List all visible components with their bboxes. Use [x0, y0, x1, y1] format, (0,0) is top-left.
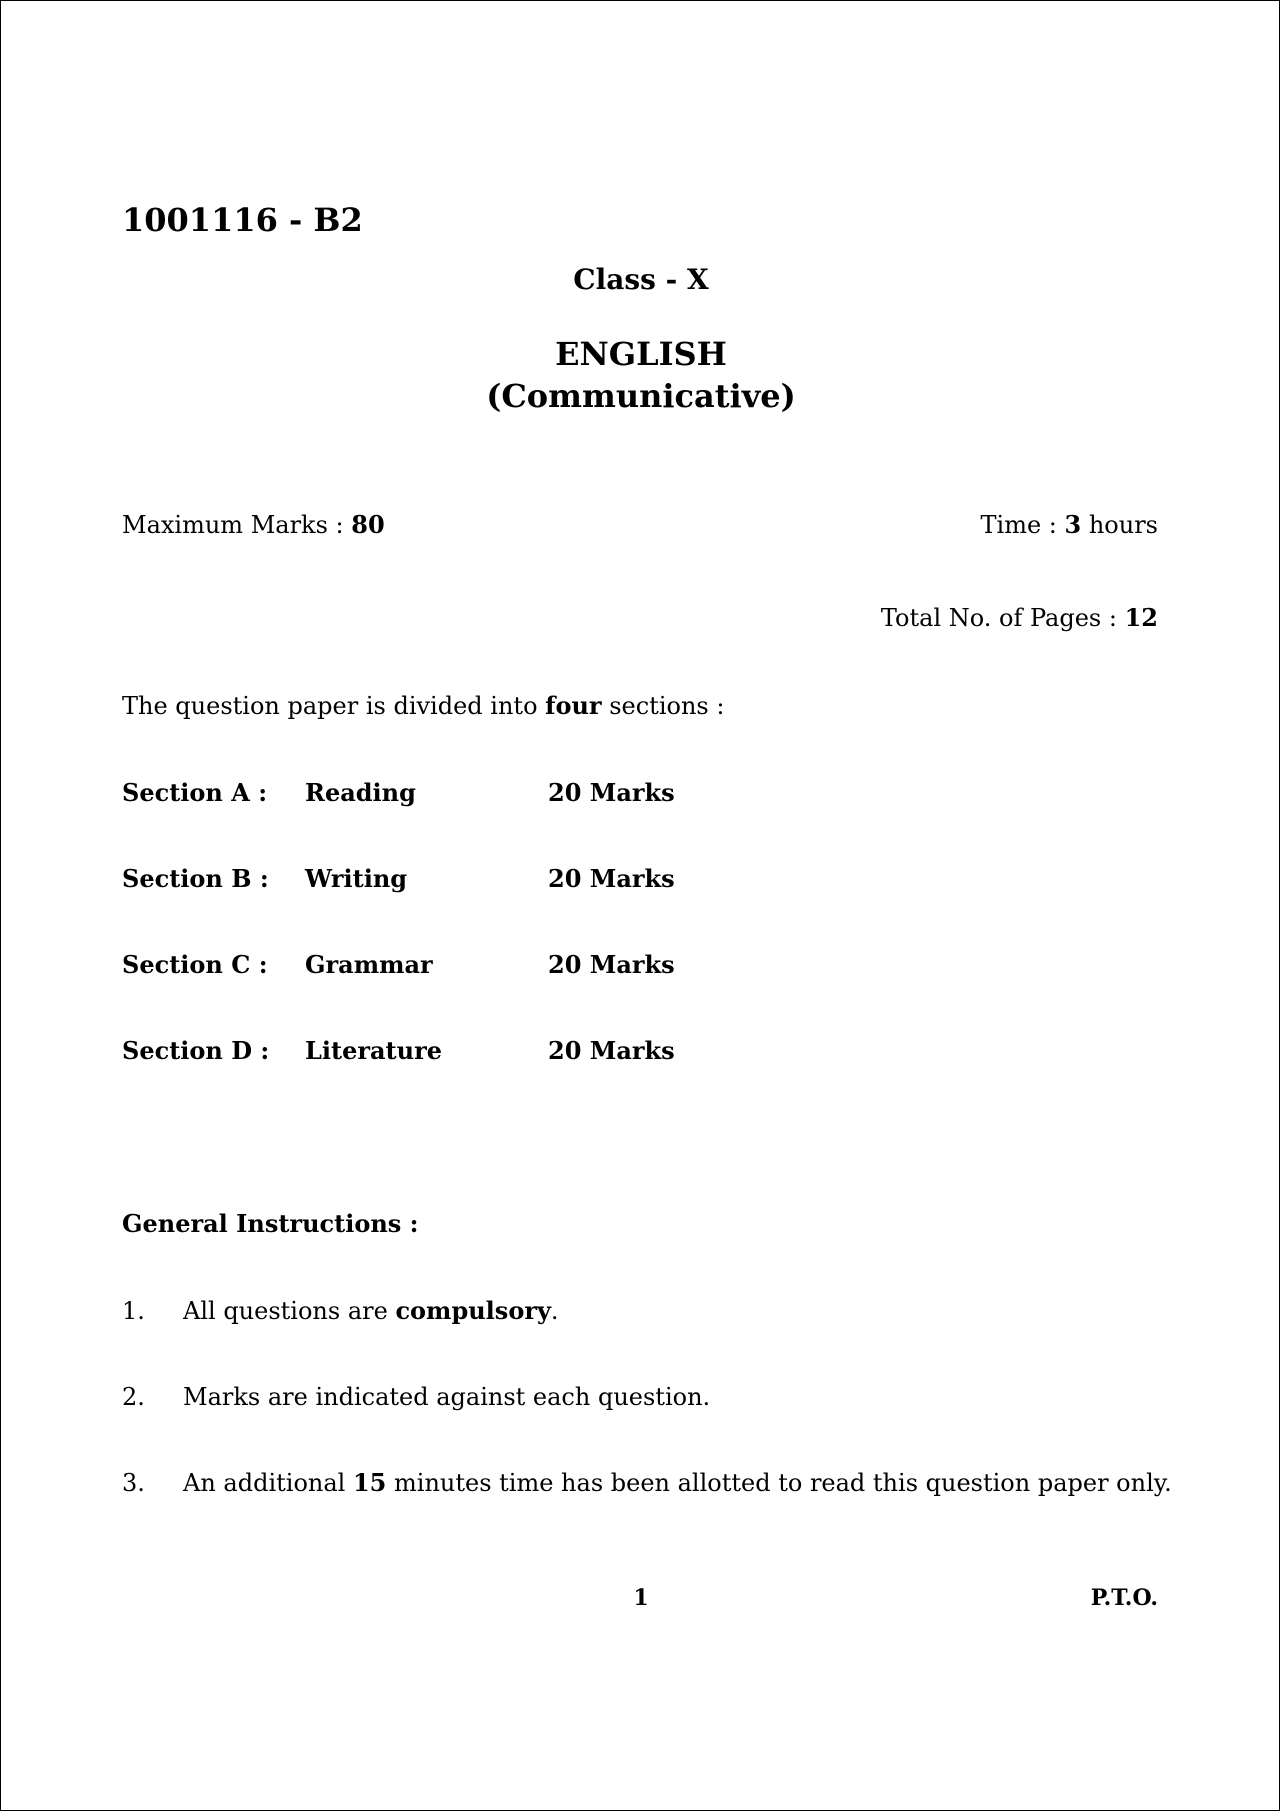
sections-intro [122, 691, 725, 720]
time-label: Time : [980, 511, 1065, 539]
instruction-2-number: 2. [122, 1383, 145, 1411]
instruction-2-text: Marks are indicated against each question. [183, 1383, 711, 1411]
section-a-name: Reading [305, 778, 416, 807]
total-pages-label: Total No. of Pages : [880, 604, 1125, 632]
maximum-marks-value: 80 [351, 510, 385, 539]
intro-text-bold: four [545, 691, 602, 720]
section-b-name: Writing [305, 864, 408, 893]
instruction-3-bold: 15 [352, 1468, 387, 1497]
instruction-3-after: minutes time has been allotted to read this question paper only. [386, 1469, 1172, 1497]
maximum-marks-label: Maximum Marks : [122, 511, 352, 539]
intro-text-after: sections : [601, 692, 725, 720]
class-title: Class - X [573, 263, 709, 296]
instruction-1-number: 1. [122, 1297, 145, 1325]
section-d-marks: 20 Marks [548, 1036, 675, 1065]
section-c-label: Section C : [122, 950, 268, 979]
total-pages [880, 603, 1158, 632]
section-c-name: Grammar [305, 950, 433, 979]
page-number: 1 [633, 1585, 649, 1611]
section-b-marks: 20 Marks [548, 864, 675, 893]
instruction-1-bold: compulsory [395, 1296, 551, 1325]
section-b-label: Section B : [122, 864, 269, 893]
exam-time [980, 510, 1158, 539]
instruction-1-text [183, 1296, 559, 1325]
time-unit: hours [1081, 511, 1158, 539]
instruction-3-number: 3. [122, 1469, 145, 1497]
total-pages-value: 12 [1124, 603, 1158, 632]
instruction-3-before: An additional [183, 1469, 353, 1497]
section-c-marks: 20 Marks [548, 950, 675, 979]
section-a-marks: 20 Marks [548, 778, 675, 807]
instruction-3-text [183, 1468, 1172, 1497]
section-a-label: Section A : [122, 778, 268, 807]
time-value: 3 [1064, 510, 1082, 539]
instruction-1-after: . [550, 1297, 559, 1325]
subject-subtitle: (Communicative) [486, 377, 796, 415]
intro-text-before: The question paper is divided into [122, 692, 546, 720]
section-d-name: Literature [305, 1036, 442, 1065]
paper-code: 1001116 - B2 [122, 201, 363, 239]
pto-label: P.T.O. [1090, 1585, 1158, 1611]
maximum-marks [122, 510, 385, 539]
subject-title: ENGLISH [555, 335, 727, 373]
section-d-label: Section D : [122, 1036, 270, 1065]
instruction-1-before: All questions are [183, 1297, 396, 1325]
general-instructions-title: General Instructions : [122, 1209, 419, 1238]
